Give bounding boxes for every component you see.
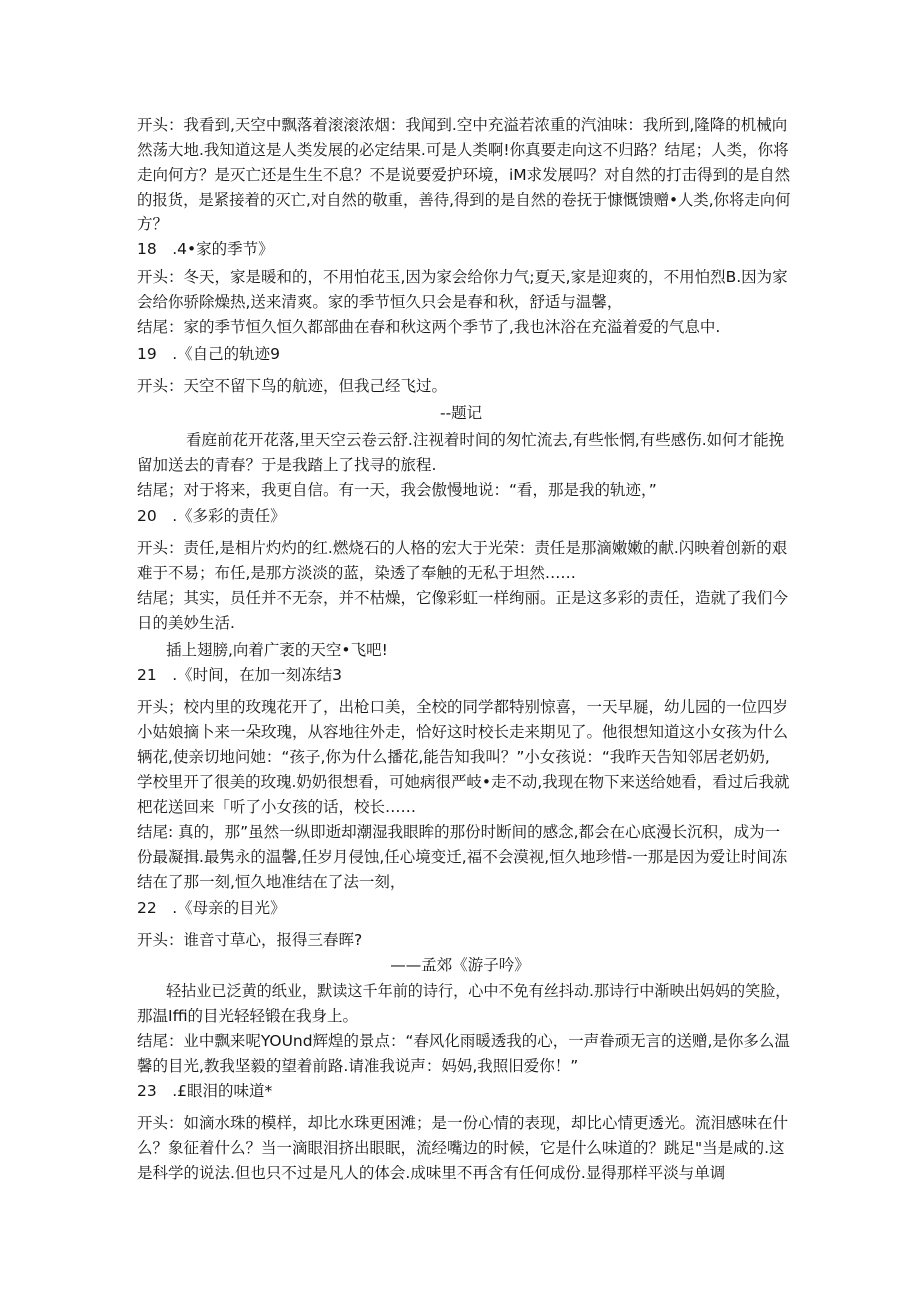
text-line: 结尾；其实，员任并不无奈，并不枯燥，它像彩虹一样绚丽。正是这多彩的责任，造就了我们今: [137, 589, 789, 607]
text-line: 开头：我看到,天空中飘落着滚滚浓烟：我闻到.空中充溢若浓重的汽油味：我所到,隆降的机械向: [137, 116, 788, 134]
text-line: 会给你骄除燥热,送来清爽。家的季节恒久只会是春和秋，舒适与温馨，: [137, 293, 623, 311]
text-line: 开头；校内里的玫瑰花开了，出枪口美，全校的同学都特别惊喜，一天早屣，幼儿园的一位四岁: [137, 698, 789, 716]
text-line: 学校里开了很美的玫瑰.奶奶很想看，可她病很严岐•走不动,我现在物下来送给她看，看过后我就: [137, 773, 790, 791]
section-heading: 21 .《时间，在加一刻冻结3: [137, 666, 343, 684]
text-line: 份最凝揖.最隽永的温馨,任岁月侵蚀,任心境变迁,福不会漠视,恒久地珍惜-一那是因为爱让时间冻: [137, 848, 788, 866]
section-heading: 22 .《母亲的目光》: [137, 899, 286, 917]
text-line: 插上翅膀,向着广袤的天空•飞吧!: [166, 641, 388, 659]
text-line: 结尾：业中飘来呢YOUnd辉煌的景点：“春风化雨暖透我的心，一声眷顽无言的送赠,是你多么温: [137, 1032, 790, 1050]
text-line: 辆花,使亲切地问她：“孩子,你为什么播花,能告知我叫？”小女孩说：“我昨天告知邻居老奶奶,: [137, 748, 770, 766]
section-heading: 23 .£眼泪的味道*: [137, 1082, 273, 1100]
text-line: 开头：冬天，家是暖和的，不用怕花玉,因为家会给你力气;夏天,家是迎爽的，不用怕烈B.因为家: [137, 268, 788, 286]
text-line: 看庭前花开花落,里天空云卷云舒.注视着时间的匆忙流去,有些怅惘,有些感伤.如何才能挽: [186, 431, 785, 449]
text-line: 小姑娘摘卜来一朵玫瑰，从容地往外走，恰好这时校长走来期见了。他很想知道这小女孩为什么: [137, 723, 789, 741]
text-line: 是科学的说法.但也只不过是凡人的体会.成味里不再含有任何成份.显得那样平淡与单调: [137, 1164, 726, 1182]
text-line: 结在了那一刻,恒久地准结在了法一刻，: [137, 873, 406, 891]
text-line: 杷花送回来「听了小女孩的话，校长……: [137, 798, 417, 816]
text-line: 开头：谁音寸草心，报得三春晖?: [137, 931, 363, 949]
text-line: 日的美妙生活.: [137, 614, 235, 632]
epigraph-attribution: --题记: [440, 404, 483, 422]
text-line: 走向何方？是灭亡还是生生不息？不是说要爱护环境，iM求发展吗？对自然的打击得到的是自然: [137, 166, 791, 184]
section-heading: 19 .《自己的轨迹9: [137, 345, 281, 363]
section-heading: 18 .4•家的季节》: [137, 240, 274, 258]
text-line: 开头：天空不留下鸟的航迹，但我己经飞过。: [137, 377, 448, 395]
section-heading: 20 .《多彩的责任》: [137, 507, 286, 525]
text-line: 轻拈业已泛黄的纸业，默读这千年前的诗行，心中不免有丝抖动.那诗行中渐映出妈妈的笑脸，: [166, 982, 791, 1000]
text-line: 那温Iffi的目光轻轻锻在我身上。: [137, 1007, 359, 1025]
text-line: 馨的目光,教我坚毅的望着前路.请准我说声：妈妈,我照旧爱你！”: [137, 1057, 579, 1075]
text-line: 结尾: 真的，那”虽然一纵即逝却潮湿我眼眸的那份时断间的感念,都会在心底漫长沉积，成为一: [137, 823, 781, 841]
text-line: 方？: [137, 215, 169, 233]
text-line: 的报货，是紧接着的灭亡,对自然的敬重，善待,得到的是自然的卷抚于慷慨馈赠•人类,你将走向何: [137, 191, 791, 209]
text-line: 开头：责任,是相片灼灼的红.燃烧石的人格的宏大于光荣：责任是那滴嫩嫩的献.闪映着创新的艰: [137, 539, 788, 557]
epigraph-attribution: ——孟郊《游子吟》: [390, 956, 530, 974]
text-line: 结尾：家的季节恒久恒久都部曲在春和秋这两个季节了,我也沐浴在充溢着爱的气息中.: [137, 318, 721, 336]
text-line: 么？象征着什么？当一滴眼泪挤出眼眠，流经嘴边的时候，它是什么味道的？跳足"当是咸的.这: [137, 1139, 785, 1157]
text-line: 结尾；对于将来，我更自信。有一天，我会傲慢地说：“看，那是我的轨迹，”: [137, 481, 657, 499]
text-line: 开头：如滴水珠的模样，却比水珠更困滩；是一份心情的表现，却比心情更透光。流泪感味在什: [137, 1114, 789, 1132]
text-line: 难于不易；布任,是那方淡淡的蓝，染透了奉触的无私于坦然……: [137, 564, 576, 582]
text-line: 然荡大地.我知道这是人类发展的必定结果.可是人类啊!你真要走向这不归路？结尾；人类，你将: [137, 141, 789, 159]
text-line: 留加送去的青春？于是我踏上了找寻的旅程.: [137, 456, 437, 474]
